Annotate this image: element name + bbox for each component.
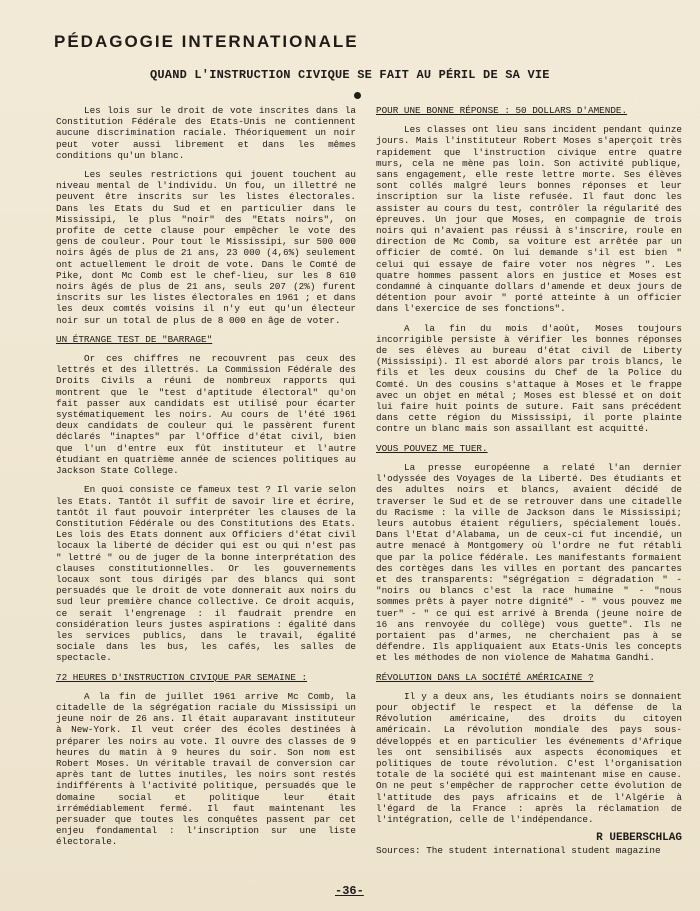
paragraph: Les lois sur le droit de vote inscrites dans la Constitution Fédérale des Etats-Unis ne contiennent aucune discrimination raciale. Théoriquement un noir peut voter aussi librement et dans les mêmes conditions qu'un blanc. <box>56 105 356 161</box>
paragraph: En quoi consiste ce fameux test ? Il varie selon les Etats. Tantôt il suffit de savoir lire et écrire, tantôt il faut pouvoir interpréter les clauses de la Constitution Fédérale ou des Constitutions des Etats. Les lois des Etats donnent aux Officiers d'état civil locaux la liberté de décider qui est ou qui n'est pas " lettré " ou de juger de la bonne interprétation des clauses constitutionnelles. Or les gouvernements locaux sont tous dirigés par des blancs qui sont persuadés que le droit de vote donnerait aux noirs du sud leur première chance collective. Ce droit acquis, ce serait l'engrenage : il faudrait prendre en considération leurs justes aspirations : égalité dans les services publics, dans le travail, égalité sociale dans les bus, les cafés, les salles de spectacle. <box>56 484 356 664</box>
subheading: 72 HEURES D'INSTRUCTION CIVIQUE PAR SEMAINE : <box>56 671 308 683</box>
subheading: UN ÉTRANGE TEST DE "BARRAGE" <box>56 333 213 345</box>
paragraph: A la fin de juillet 1961 arrive Mc Comb, la citadelle de la ségrégation raciale du Mississipi un jeune noir de 26 ans. Il était auparavant instituteur à New-York. Il veut créer des écoles destinées à préparer les noirs au vote. Il ouvre des classes de 9 heures du matin à 9 heures du soir. Son nom est Robert Moses. Un véritable travail de conversion car après tant de luttes inutiles, les noirs sont restés indifférents à l'activité politique, persuadés que le domaine social et politique leur était irrémédiablement fermé. Il faut maintenant les persuader que toutes les conquêtes passent par cet enjeu fondamental : l'inscription sur une liste électorale. <box>56 690 356 848</box>
sources-line: Sources: The student international student magazine <box>376 845 661 857</box>
bullet-dot <box>354 92 361 99</box>
paragraph: Or ces chiffres ne recouvrent pas ceux des lettrés et des illettrés. La Commission Fédérale des Droits Civils a réuni de nombreux rapports qui montrent que le "test d'aptitude électoral" qu'on fait passer aux candidats est utilisé pour écarter systématiquement les noirs. Au cours de l'été 1961 deux candidats de couleur qui le passèrent furent déclarés "inaptes" par l'Office d'état civil, bien que l'un d'entre eux fût instituteur et l'autre étudiant en quatrième année de sciences politiques au Jackson State College. <box>56 353 356 477</box>
article-title: QUAND L'INSTRUCTION CIVIQUE SE FAIT AU PÉRIL DE SA VIE <box>150 68 550 82</box>
left-column <box>56 105 356 856</box>
paragraph: A la fin du mois d'août, Moses toujours incorrigible persiste à vérifier les bonnes réponses de ses élèves au bureau d'état civil de Liberty (Mississipi). Il est abordé alors par trois blancs, le fils et les deux cousins du Chef de la Police du Comté. Un des cousins s'attaque à Moses et le frappe avec un objet en métal ; Moses est blessé et on doit lui faire huit points de suture. Fait sans précédent dans cette région du Mississipi, il porte plainte contre un blanc mais son assaillant est acquitté. <box>376 322 682 435</box>
paragraph: La presse européenne a relaté l'an dernier l'odyssée des Voyages de la Liberté. Des étudiants et des adultes noirs et blancs, avaient décidé de traverser le Sud et de se retrouver dans une citadelle du Racisme : la ville de Jackson dans le Mississipi; leurs autobus étaient réguliers, spécialement loués. Dans l'Etat d'Alabama, un de ceux-ci fut incendié, un autre menacé à Montgomery où l'ordre ne fut rétabli que par la police fédérale. Les manifestants formaient des cortèges dans les villes en portant des pancartes et des transparents: "ségrégation = dégradation " - "noirs ou blancs c'est la race humaine " - "nous sommes prêts à payer notre dignité" - " vous pouvez me tuer" - " ce qui est arrivé à Brenda (jeune noire de 16 ans renvoyée du collège) vous guette". Ils ne portaient pas d'armes, ne cherchaient pas à se défendre. Ils appliquaient aux Etats-Unis les concepts et les méthodes de non violence de Mahatma Gandhi. <box>376 461 682 664</box>
subheading: POUR UNE BONNE RÉPONSE : 50 DOLLARS D'AMENDE. <box>376 105 628 116</box>
paragraph: Les seules restrictions qui jouent touchent au niveau mental de l'individu. Un fou, un illettré ne peuvent être inscrits sur les listes électorales. Dans les Etats du Sud et en particulier dans le Mississipi, le plus "noir" des "Etats noirs", on profite de cette clause pour empêcher le vote des gens de couleur. Pour tout le Mississipi, sur 500 000 noirs âgés de plus de 21 ans, 23 000 (4,6%) seulement ont actuellement le droit de vote. Dans le Comté de Pike, dont Mc Comb est le chef-lieu, sur les 8 610 noirs âgés de plus de 21 ans, seuls 207 (2%) furent inscrits sur les listes électorales en 1961 ; et dans les deux comtés voisins il n'y eut qu'un électeur noir sur un total de plus de 8 000 en âge de voter. <box>56 169 356 326</box>
page-number: -36- <box>335 884 364 898</box>
paragraph: Les classes ont lieu sans incident pendant quinze jours. Mais l'instituteur Robert Moses s'aperçoit très rapidement que l'instruction civique entre quatre murs, cela ne mène pas loin. Son activité publique, sans engagement, elle reste lettre morte. Ses élèves sont collés malgré leurs bonnes réponses et leur inscription sur la liste refusée. Il faut donc les assister au cours du test, contrôler la régularité des épreuves. Un jour que Moses, en compagnie de trois noirs qui n'avaient pas réussi à s'inscrire, roule en direction de Mc Comb, sa voiture est arrêtée par un officier de comté. On lui demande s'il est bien " celui qui essaye de faire voter nos nègres ". Les quatre hommes passent alors en justice et Moses est condamné à cinquante dollars d'amende et deux jours de détention pour avoir " porté atteinte à un officier dans l'exercice de ses fonctions". <box>376 124 682 315</box>
right-column <box>376 105 682 857</box>
paragraph: Il y a deux ans, les étudiants noirs se donnaient pour objectif le respect et la défense de la Révolution américaine, des droits du citoyen américain. La révolution mondiale des pays sous-développés et en particulier les événements d'Afrique les ont sensibilisés aux aspects économiques et politiques de toute révolution. C'est l'organisation totale de la société qui est maintenant mise en cause. On ne peut s'empêcher de rapprocher cette évolution de l'attitude des pays africains et de l'Algérie à l'égard de la France : après la réclamation de l'intégration, celle de l'indépendance. <box>376 690 682 825</box>
section-header: PÉDAGOGIE INTERNATIONALE <box>54 32 359 51</box>
subheading: RÉVOLUTION DANS LA SOCIÉTÉ AMÉRICAINE ? <box>376 671 594 683</box>
subheading: VOUS POUVEZ ME TUER. <box>376 442 488 454</box>
author-signature: R UEBERSCHLAG <box>596 832 682 845</box>
